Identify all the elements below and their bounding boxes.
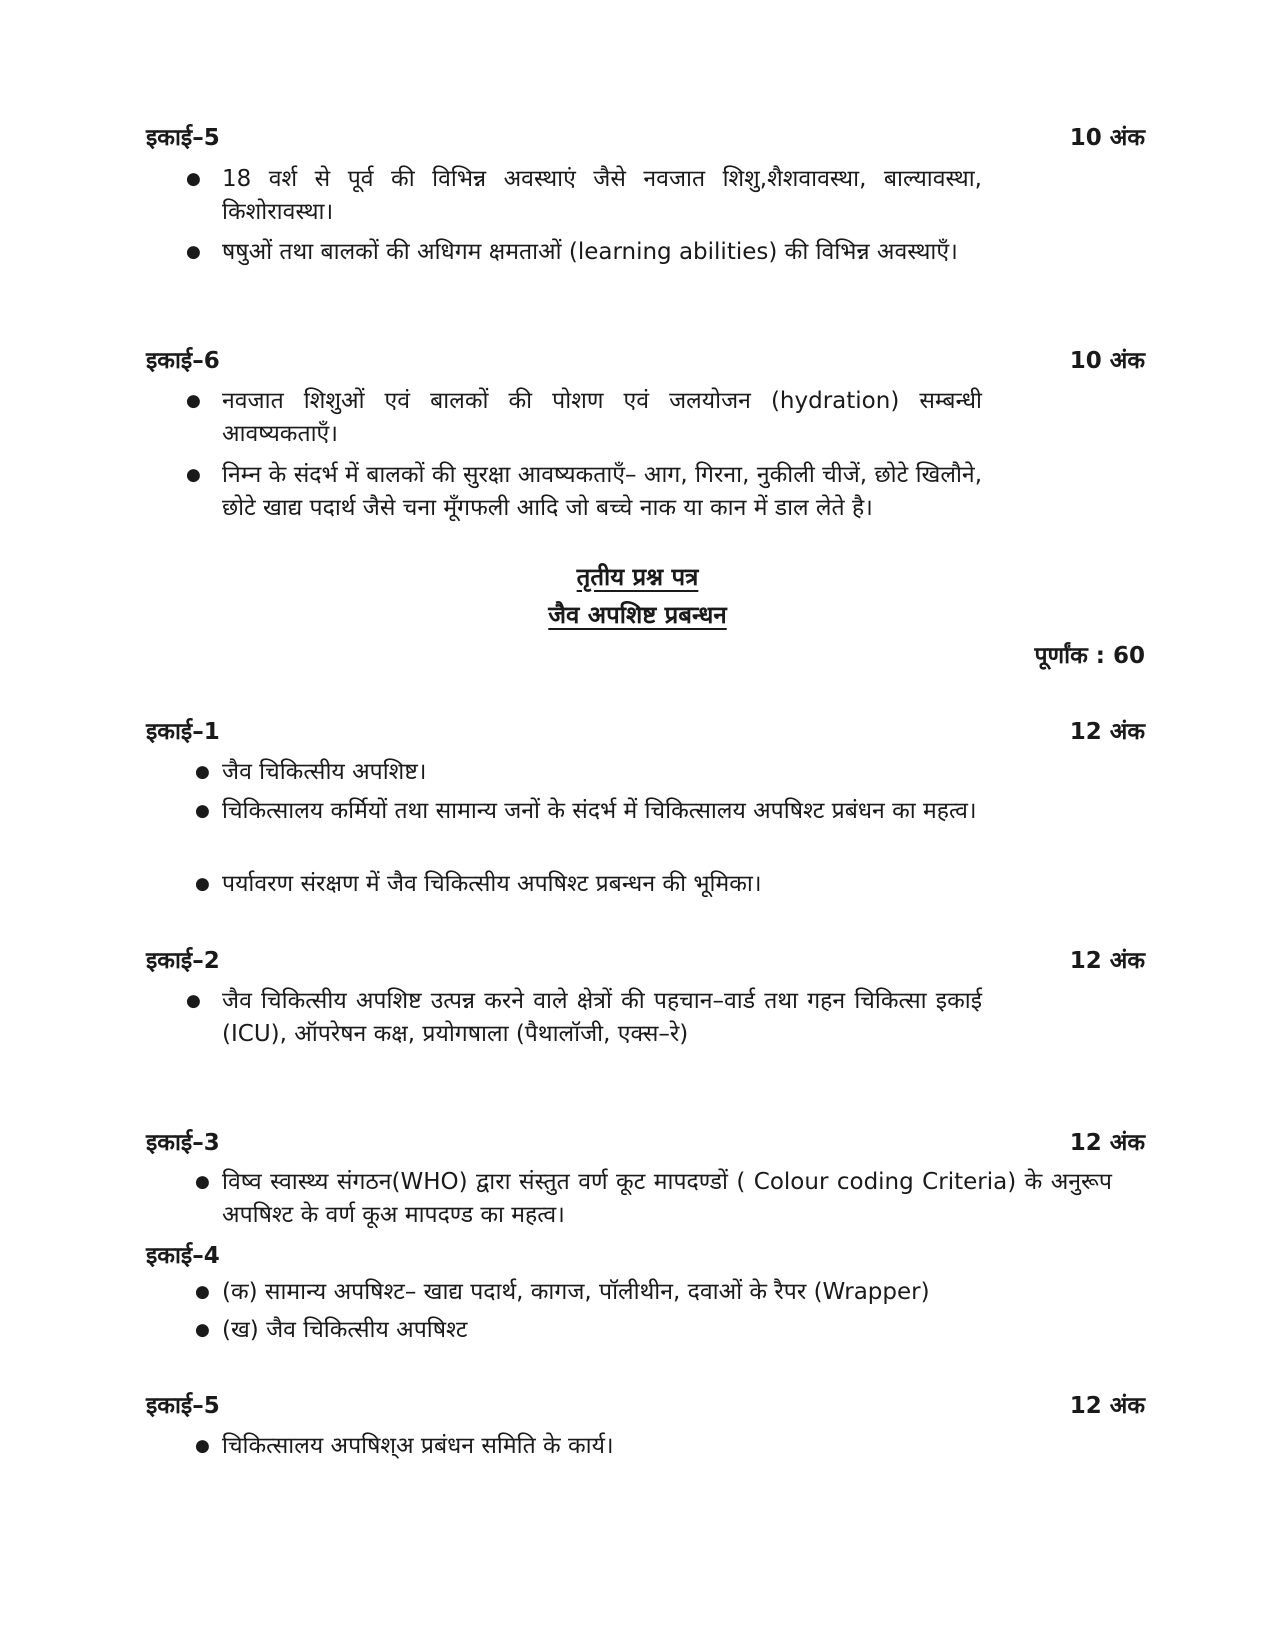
bullet-icon: ● [195,801,210,821]
unit-title: इकाई–3 [146,1130,220,1156]
list-item: ● (ख) जैव चिकित्सीय अपषिश्ट [222,1314,1112,1347]
unit-marks: 12 अंक [1069,948,1145,974]
unit-title: इकाई–2 [146,948,220,974]
unit-marks: 12 अंक [1069,719,1145,745]
unit-title: इकाई–1 [146,719,220,745]
unit-title: इकाई–6 [146,348,220,374]
unit-marks: 12 अंक [1069,1393,1145,1419]
unit-marks: 12 अंक [1069,1130,1145,1156]
paper-heading-text: तृतीय प्रश्न पत्र [576,563,699,591]
list-item: ● जैव चिकित्सीय अपशिष्ट। [222,756,1112,789]
list-item: ● 18 वर्श से पूर्व की विभिन्न अवस्थाएं जैसे नवजात शिशु,शैशवावस्था, बाल्यावस्था, किशोरावस्था। [222,163,982,229]
unit-title: इकाई–5 [146,125,220,151]
paper-heading [0,560,1275,593]
list-item: ● नवजात शिशुओं एवं बालकों की पोशण एवं जलयोजन (hydration) सम्बन्धी आवष्यकताएँ। [222,385,982,451]
list-item: ● षषुओं तथा बालकों की अधिगम क्षमताओं (learning abilities) की विभिन्न अवस्थाएँ। [222,236,982,269]
paper-subheading [0,598,1275,631]
list-item: ● पर्यावरण संरक्षण में जैव चिकित्सीय अपषिश्ट प्रबन्धन की भूमिका। [222,868,1112,901]
list-item: ● जैव चिकित्सीय अपशिष्ट उत्पन्न करने वाले क्षेत्रों की पहचान–वार्ड तथा गहन चिकित्सा इकाई (ICU), ऑपरेषन कक्ष, प्रयोगषाला (पैथालॉजी, एक्स–रे) [222,985,982,1051]
list-item: ● विष्व स्वास्थ्य संगठन(WHO) द्वारा संस्तुत वर्ण कूट मापदण्डों ( Colour coding Criteria) के अनुरूप अपषिश्ट के वर्ण कूअ मापदण्ड का महत्व। [222,1166,1112,1232]
list-item: ● निम्न के संदर्भ में बालकों की सुरक्षा आवष्यकताएँ– आग, गिरना, नुकीली चीजें, छोटे खिलौने, छोटे खाद्य पदार्थ जैसे चना मूँगफली आदि जो बच्चे नाक या कान में डाल लेते है। [222,459,982,525]
list-item: ● (क) सामान्य अपषिश्ट– खाद्य पदार्थ, कागज, पॉलीथीन, दवाओं के रैपर (Wrapper) [222,1276,1112,1309]
full-marks: पूर्णांक : 60 [1034,643,1145,669]
list-item: ● चिकित्सालय अपषिश्अ प्रबंधन समिति के कार्य। [222,1430,1112,1463]
unit-marks: 10 अंक [1069,348,1145,374]
paper-subheading-text: जैव अपशिष्ट प्रबन्धन [548,601,727,629]
unit-title: इकाई–5 [146,1393,220,1419]
unit-marks: 10 अंक [1069,125,1145,151]
unit-title: इकाई–4 [146,1243,220,1269]
list-item: चिकित्सालय कर्मियों तथा सामान्य जनों के संदर्भ में चिकित्सालय अपषिश्ट प्रबंधन का महत्व। [222,798,977,824]
